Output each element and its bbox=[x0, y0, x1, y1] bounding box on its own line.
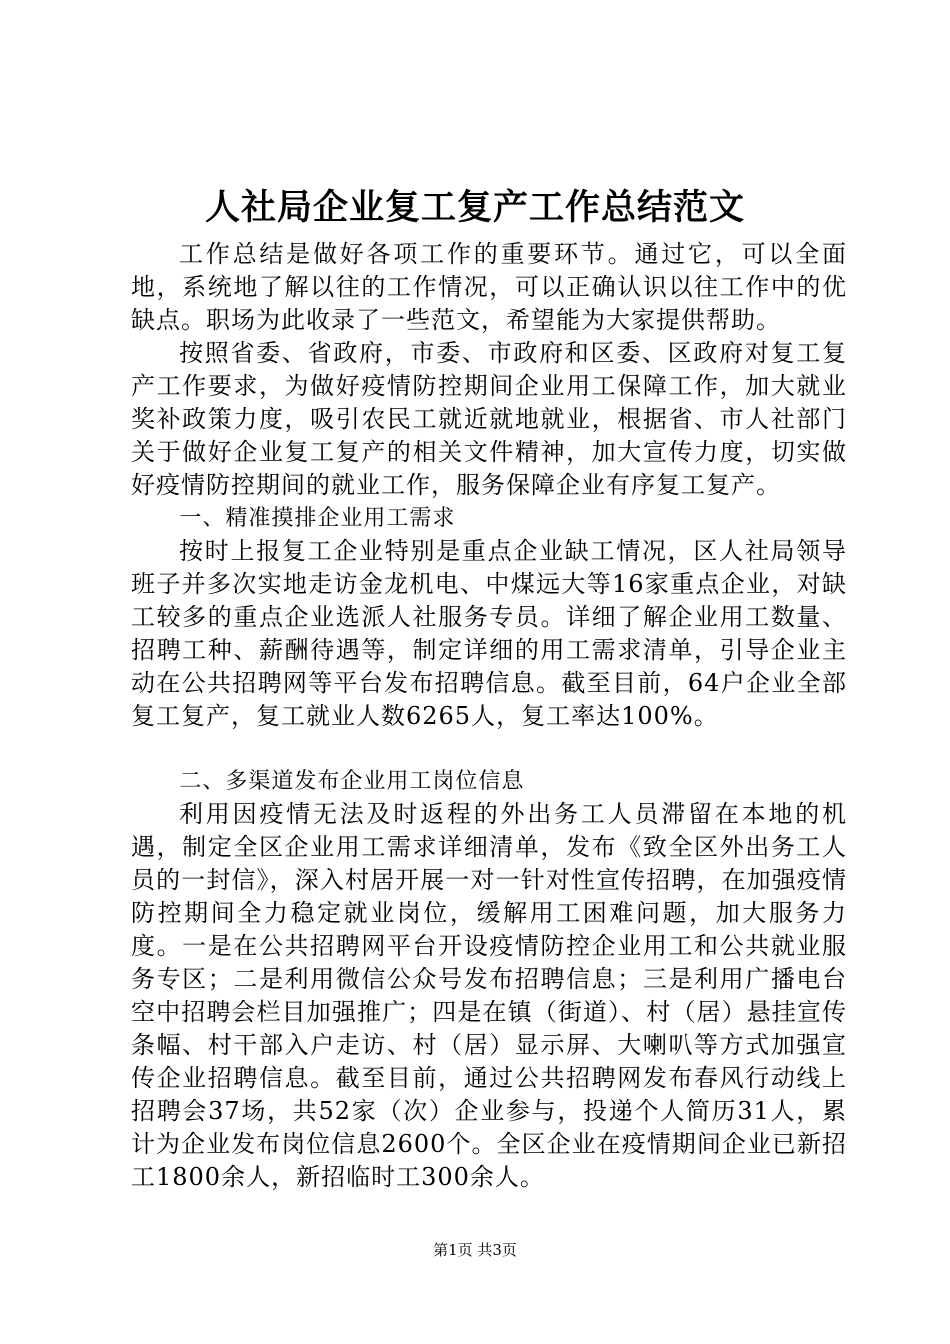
section1-heading: 一、精准摸排企业用工需求 bbox=[179, 506, 456, 531]
document-body bbox=[131, 238, 847, 1194]
page-footer: 第1页 共3页 bbox=[433, 1241, 517, 1259]
intro-paragraph: 工作总结是做好各项工作的重要环节。通过它，可以全面地，系统地了解以往的工作情况，可以正确认识以往工作中的优缺点。职场为此收录了一些范文，希望能为大家提供帮助。 bbox=[131, 240, 847, 334]
paragraph-spacer bbox=[131, 733, 847, 765]
section2-heading: 二、多渠道发布企业用工岗位信息 bbox=[179, 769, 525, 794]
overview-paragraph: 按照省委、省政府，市委、市政府和区委、区政府对复工复产工作要求，为做好疫情防控期间企业用工保障工作，加大就业奖补政策力度，吸引农民工就近就地就业，根据省、市人社部门关于做好企业复工复产的相关文件精神，加大宣传力度，切实做好疫情防控期间的就业工作，服务保障企业有序复工复产。 bbox=[131, 339, 847, 499]
section2-paragraph: 利用因疫情无法及时返程的外出务工人员滞留在本地的机遇，制定全区企业用工需求详细清单，发布《致全区外出务工人员的一封信》，深入村居开展一对一针对性宣传招聘，在加强疫情防控期间全力稳定就业岗位，缓解用工困难问题，加大服务力度。一是在公共招聘网平台开设疫情防控企业用工和公共就业服务专区；二是利用微信公众号发布招聘信息；三是利用广播电台空中招聘会栏目加强推广；四是在镇（街道）、村（居）悬挂宣传条幅、村干部入户走访、村（居）显示屏、大喇叭等方式加强宣传企业招聘信息。截至目前，通过公共招聘网发布春风行动线上招聘会37场，共52家（次）企业参与，投递个人简历31人，累计为企业发布岗位信息2600个。全区企业在疫情期间企业已新招工1800余人，新招临时工300余人。 bbox=[131, 800, 847, 1191]
document-title: 人社局企业复工复产工作总结范文 bbox=[204, 187, 745, 228]
section1-paragraph: 按时上报复工企业特别是重点企业缺工情况，区人社局领导班子并多次实地走访金龙机电、中煤远大等16家重点企业，对缺工较多的重点企业选派人社服务专员。详细了解企业用工数量、招聘工种、薪酬待遇等，制定详细的用工需求清单，引导企业主动在公共招聘网等平台发布招聘信息。截至目前，64户企业全部复工复产，复工就业人数6265人，复工率达100%。 bbox=[131, 537, 847, 730]
